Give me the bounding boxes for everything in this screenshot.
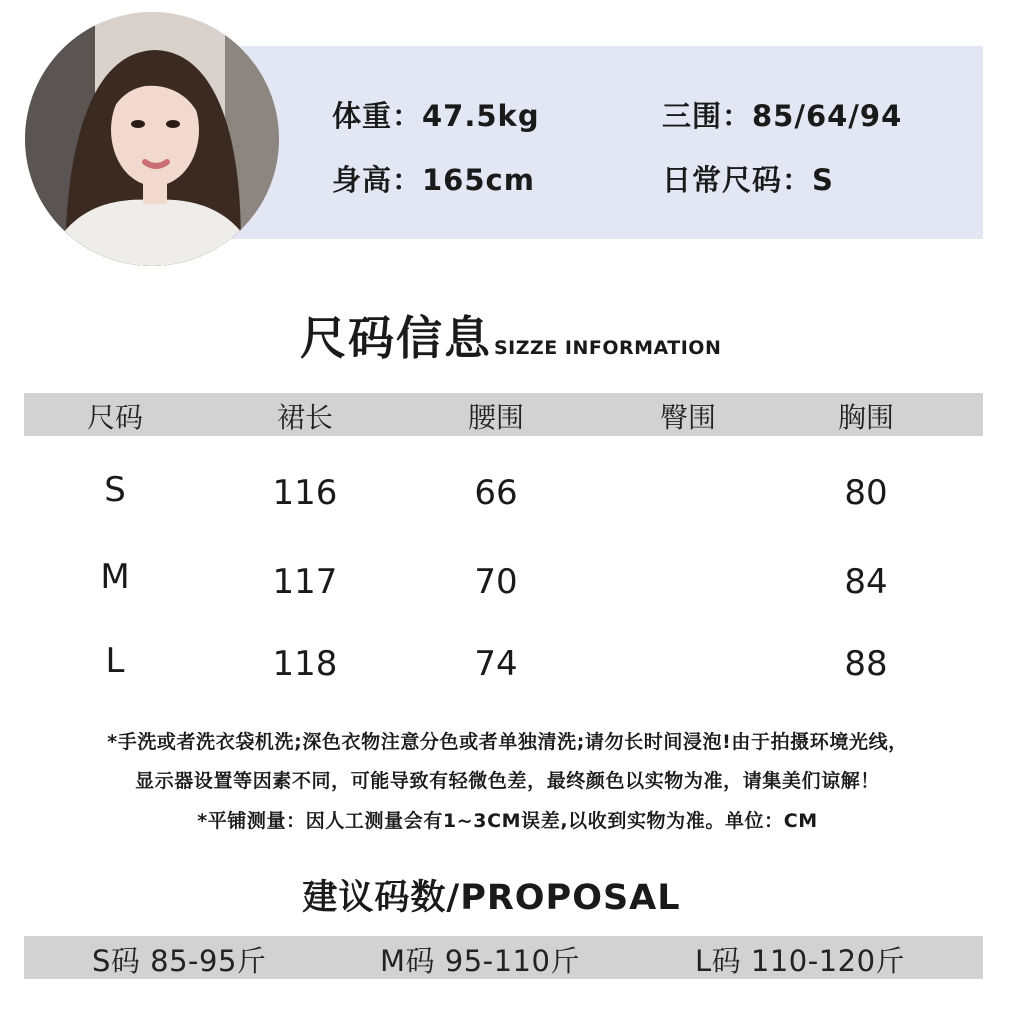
table-cell-skirt-length: 116 [272,473,338,513]
table-cell-skirt-length: 118 [272,644,338,684]
table-header-hip: 臀围 [659,401,716,434]
proposal-size-l: L码 110-120斤 [695,944,906,978]
proposal-size-m: M码 95-110斤 [380,944,580,978]
size-info-title-en: SIZZE INFORMATION [494,337,722,359]
model-measurements: 三围：85/64/94 [662,99,903,133]
proposal-title: 建议码数/PROPOSAL [302,878,681,918]
model-info-banner [232,46,983,239]
measurement-note: *平铺测量：因人工测量会有1~3CM误差,以收到实物为准。单位：CM [197,810,818,832]
table-cell-size: M [100,557,130,597]
table-cell-bust: 88 [844,644,888,684]
model-weight: 体重：47.5kg [332,99,540,133]
care-note-line-2: 显示器设置等因素不同，可能导致有轻微色差，最终颜色以实物为准，请集美们谅解！ [135,770,880,792]
model-avatar [25,12,279,266]
model-height: 身高：165cm [332,163,535,197]
size-info-title-cn: 尺码信息 [300,311,492,365]
model-portrait-image [25,12,279,266]
size-info-title [300,302,721,368]
table-cell-waist: 66 [474,473,518,513]
table-cell-size: L [105,641,125,681]
table-cell-size: S [104,470,126,510]
table-cell-waist: 70 [474,562,518,602]
table-header-skirt-length: 裙长 [276,401,333,434]
proposal-size-s: S码 85-95斤 [92,944,267,978]
table-cell-skirt-length: 117 [272,562,338,602]
table-header-waist: 腰围 [467,401,524,434]
table-header-bust: 胸围 [837,401,894,434]
model-usual-size: 日常尺码：S [662,163,834,197]
table-header-size: 尺码 [86,401,143,434]
table-cell-waist: 74 [474,644,518,684]
care-note-line-1: *手洗或者洗衣袋机洗;深色衣物注意分色或者单独清洗;请勿长时间浸泡!由于拍摄环境光线， [107,731,908,753]
table-cell-bust: 84 [844,562,888,602]
table-cell-bust: 80 [844,473,888,513]
